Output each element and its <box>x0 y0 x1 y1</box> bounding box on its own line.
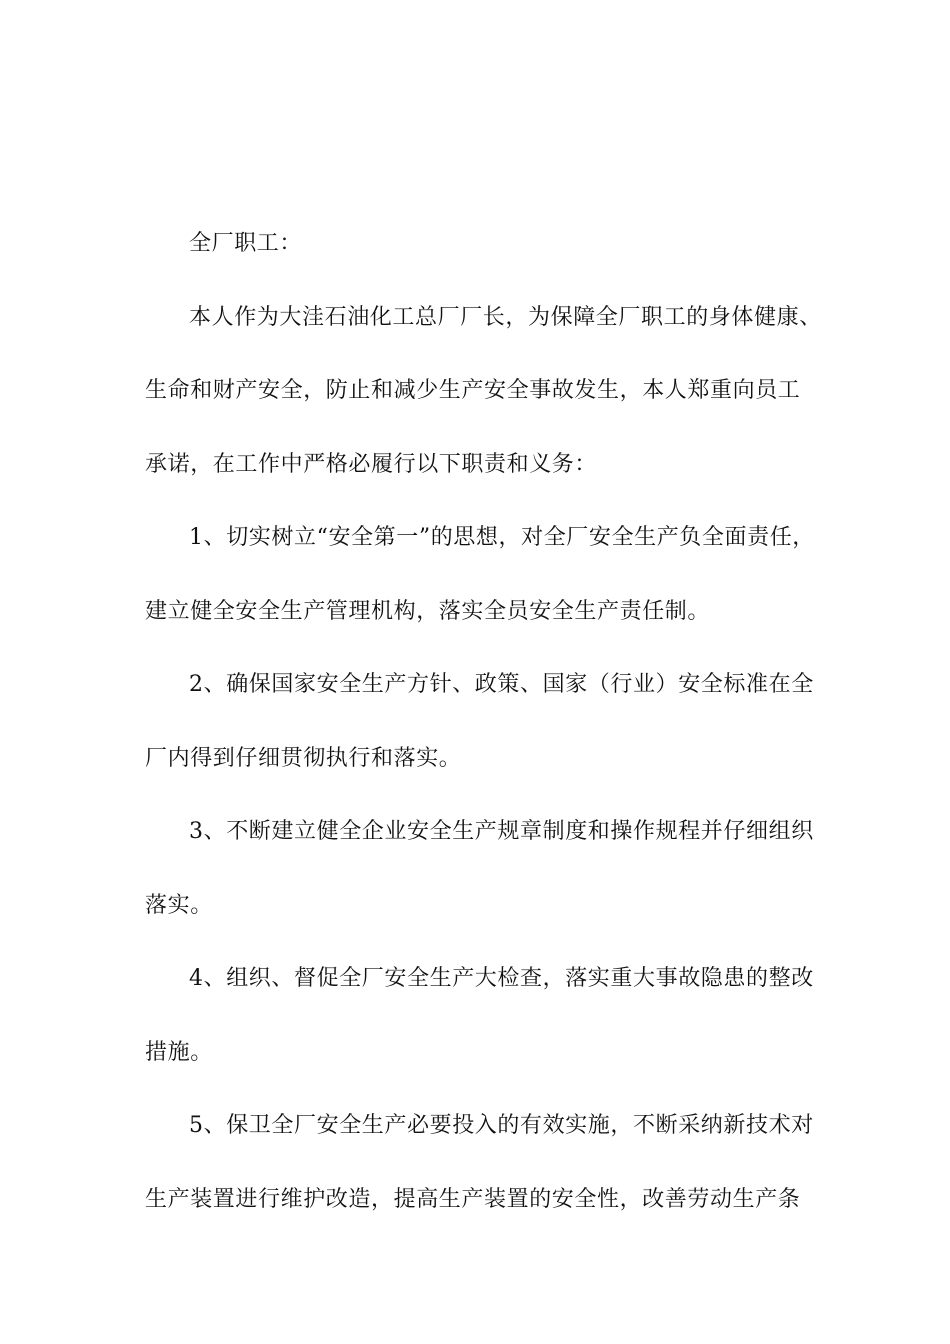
paragraph-line: 建立健全安全生产管理机构，落实全员安全生产责任制。 <box>145 598 711 624</box>
paragraph-item-2 <box>145 648 815 795</box>
paragraph-item-4 <box>145 942 815 1089</box>
paragraph-line: 5、保卫全厂安全生产必要投入的有效实施，不断采纳新技术对 <box>189 1113 814 1138</box>
paragraph-line: 生命和财产安全，防止和减少生产安全事故发生，本人郑重向员工 <box>145 378 801 403</box>
paragraph-line: 落实。 <box>145 892 213 918</box>
paragraph-item-5 <box>145 1089 815 1236</box>
paragraph-line: 2、确保国家安全生产方针、政策、国家（行业）安全标准在全 <box>189 672 814 697</box>
paragraph-line: 措施。 <box>145 1039 213 1065</box>
paragraph-intro <box>145 281 822 502</box>
paragraph-line: 承诺，在工作中严格必履行以下职责和义务： <box>145 451 598 477</box>
paragraph-line: 4、组织、督促全厂安全生产大检查，落实重大事故隐患的整改 <box>189 966 814 991</box>
salutation: 全厂职工： <box>189 231 303 256</box>
document-body <box>145 207 822 1236</box>
paragraph-line: 1、切实树立“安全第一”的思想，对全厂安全生产负全面责任， <box>189 525 815 550</box>
paragraph-line: 生产装置进行维护改造，提高生产装置的安全性，改善劳动生产条 <box>145 1186 801 1212</box>
paragraph-line: 厂内得到仔细贯彻执行和落实。 <box>145 745 462 771</box>
paragraph-line: 本人作为大洼石油化工总厂厂长，为保障全厂职工的身体健康、 <box>189 304 822 330</box>
paragraph-line: 3、不断建立健全企业安全生产规章制度和操作规程并仔细组织 <box>189 819 814 844</box>
paragraph-item-3 <box>145 795 815 942</box>
paragraph-item-1 <box>145 501 815 648</box>
